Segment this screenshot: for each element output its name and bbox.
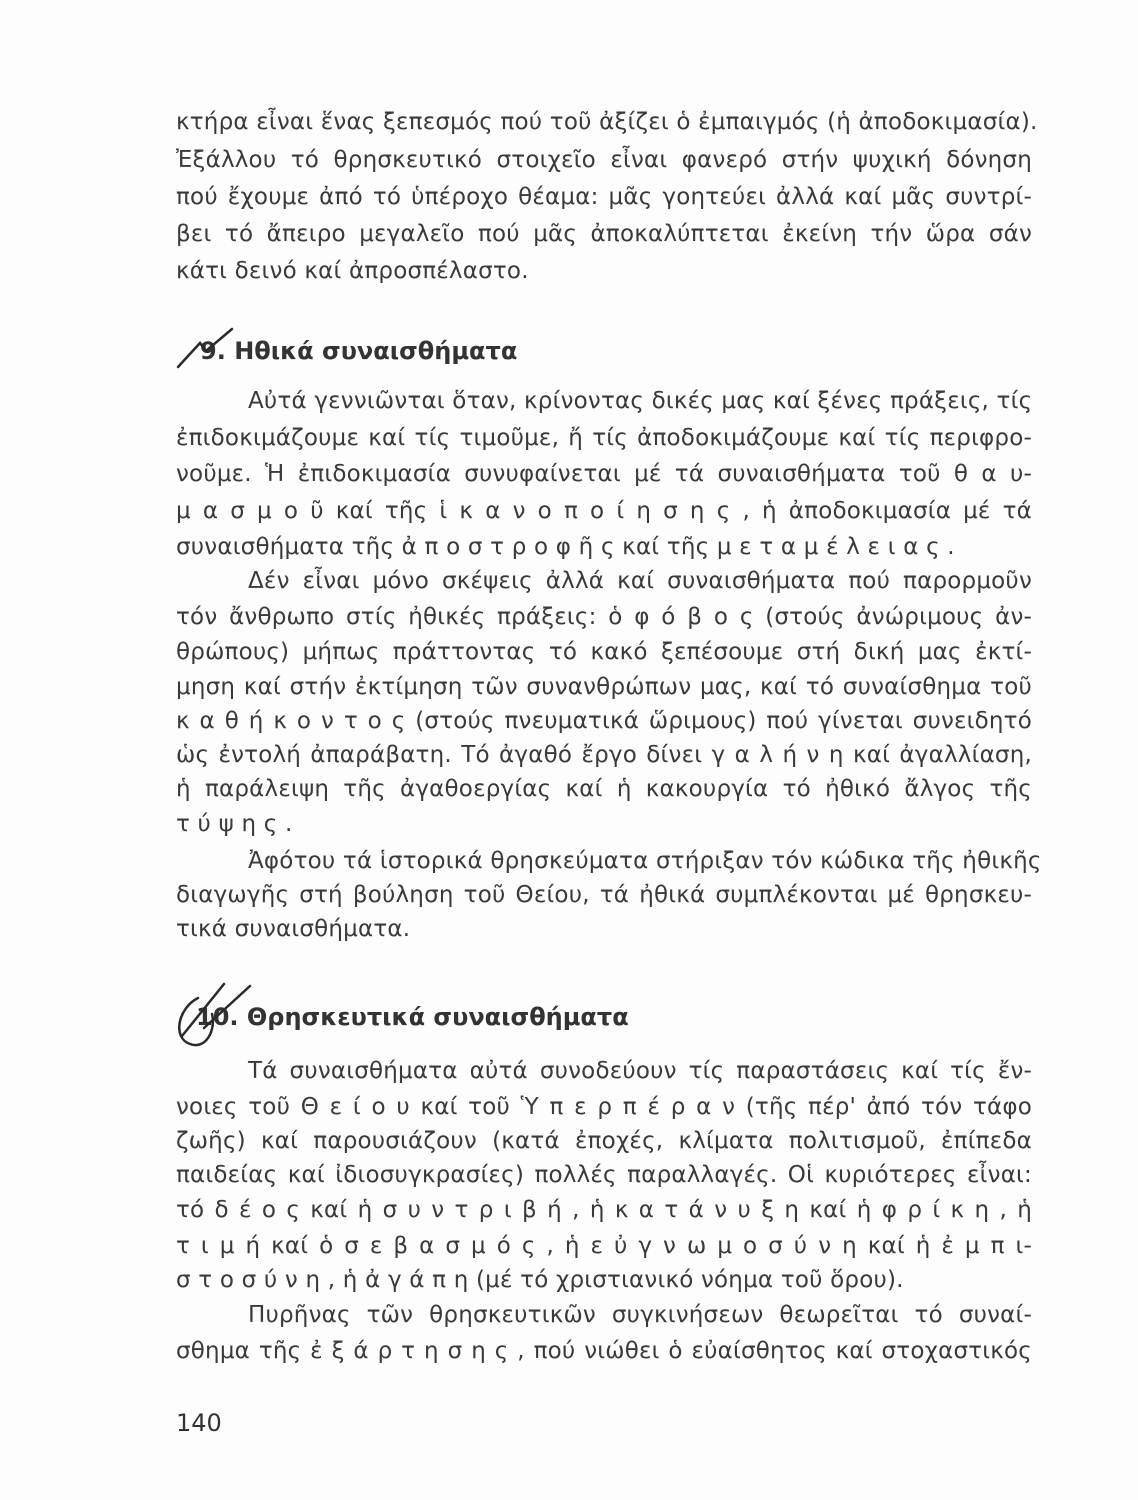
section-title: Ηθικά συναισθήματα	[234, 337, 518, 365]
text-line: ἡ παράλειψη τῆς ἀγαθοεργίας καί ἡ κακουργία τό ἠθικό ἄλγος τῆς	[176, 776, 1032, 802]
text-line: τ ι μ ή καί ὁ σ ε β α σ μ ό ς , ἡ ε ὐ γ ν ω μ ο σ ύ ν η καί ἡ ἐ μ π ι-	[176, 1233, 1032, 1259]
text-line: θρώπους) μήπως πράττοντας τό κακό ξεπέσουμε στή δική μας ἐκτί-	[176, 639, 1032, 665]
text-line: παιδείας καί ἰδιοσυγκρασίες) πολλές παραλλαγές. Οἱ κυριότερες εἶναι:	[176, 1162, 1032, 1188]
text-line: μηση καί στήν ἐκτίμηση τῶν συνανθρώπων μας, καί τό συναίσθημα τοῦ	[176, 674, 1032, 700]
text-line: τό δ έ ο ς καί ἡ σ υ ν τ ρ ι β ή , ἡ κ α τ ά ν υ ξ η καί ἡ φ ρ ί κ η , ἡ	[176, 1197, 1032, 1223]
handwritten-circle-mark	[168, 978, 258, 1056]
text-line: σθημα τῆς ἐ ξ ά ρ τ η σ η ς , πού νιώθει ὁ εὐαίσθητος καί στοχαστικός	[176, 1338, 1032, 1364]
text-line: Τά συναισθήματα αὐτά συνοδεύουν τίς παραστάσεις καί τίς ἔν-	[248, 1058, 1032, 1084]
section-heading-10	[196, 1000, 629, 1034]
text-line: μ α σ μ ο ῦ καί τῆς ἱ κ α ν ο π ο ί η σ η ς , ἡ ἀποδοκιμασία μέ τά	[176, 498, 1032, 524]
text-line: σ τ ο σ ύ ν η , ἡ ἀ γ ά π η (μέ τό χριστιανικό νόημα τοῦ ὅρου).	[176, 1267, 904, 1293]
text-line: ὡς ἐντολή ἀπαράβατη. Τό ἀγαθό ἔργο δίνει γ α λ ή ν η καί ἀγαλλίαση,	[176, 742, 1032, 768]
text-line: συναισθήματα τῆς ἀ π ο σ τ ρ ο φ ῆ ς καί τῆς μ ε τ α μ έ λ ε ι α ς .	[176, 534, 955, 560]
text-line: Δέν εἶναι μόνο σκέψεις ἀλλά καί συναισθήματα πού παρορμοῦν	[248, 568, 1032, 594]
text-line: βει τό ἄπειρο μεγαλεῖο πού μᾶς ἀποκαλύπτεται ἐκείνη τήν ὥρα σάν	[176, 221, 1032, 247]
section-title: Θρησκευτικά συναισθήματα	[246, 1003, 629, 1031]
handwritten-check-mark	[170, 325, 240, 375]
text-line: πού ἔχουμε ἀπό τό ὑπέροχο θέαμα: μᾶς γοητεύει ἀλλά καί μᾶς συντρί-	[176, 184, 1032, 210]
text-line: ἐπιδοκιμάζουμε καί τίς τιμοῦμε, ἤ τίς ἀποδοκιμάζουμε καί τίς περιφρο-	[176, 425, 1032, 451]
text-line: νοιες τοῦ Θ ε ί ο υ καί τοῦ Ὑ π ε ρ π έ ρ α ν (τῆς πέρ' ἀπό τόν τάφο	[176, 1094, 1032, 1120]
text-line: Πυρῆνας τῶν θρησκευτικῶν συγκινήσεων θεωρεῖται τό συναί-	[248, 1302, 1032, 1328]
page-number: 140	[176, 1409, 222, 1437]
text-line: τ ύ ψ η ς .	[176, 811, 293, 837]
text-line: Αὐτά γεννιῶνται ὅταν, κρίνοντας δικές μας καί ξένες πράξεις, τίς	[248, 388, 1033, 414]
text-line: Ἀφότου τά ἱστορικά θρησκεύματα στήριξαν τόν κώδικα τῆς ἠθικῆς	[248, 848, 1042, 874]
text-line: κάτι δεινό καί ἀπροσπέλαστο.	[176, 258, 529, 284]
section-number: 9.	[200, 337, 226, 365]
text-line: νοῦμε. Ἡ ἐπιδοκιμασία συνυφαίνεται μέ τά συναισθήματα τοῦ θ α υ-	[176, 461, 1032, 487]
text-line: κ α θ ή κ ο ν τ ο ς (στούς πνευματικά ὥριμους) πού γίνεται συνειδητό	[176, 708, 1032, 734]
text-line: ζωῆς) καί παρουσιάζουν (κατά ἐποχές, κλίματα πολιτισμοῦ, ἐπίπεδα	[176, 1128, 1032, 1154]
text-line: τόν ἄνθρωπο στίς ἠθικές πράξεις: ὁ φ ό β ο ς (στούς ἀνώριμους ἀν-	[176, 604, 1032, 630]
text-line: τικά συναισθήματα.	[176, 916, 411, 942]
text-line: κτήρα εἶναι ἕνας ξεπεσμός πού τοῦ ἀξίζει ὁ ἐμπαιγμός (ἡ ἀποδοκιμασία).	[176, 109, 1038, 135]
section-heading-9	[200, 334, 517, 368]
text-line: Ἐξάλλου τό θρησκευτικό στοιχεῖο εἶναι φανερό στήν ψυχική δόνηση	[176, 147, 1032, 173]
text-line: διαγωγῆς στή βούληση τοῦ Θείου, τά ἠθικά συμπλέκονται μέ θρησκευ-	[176, 882, 1032, 908]
section-number: 10.	[196, 1003, 239, 1031]
